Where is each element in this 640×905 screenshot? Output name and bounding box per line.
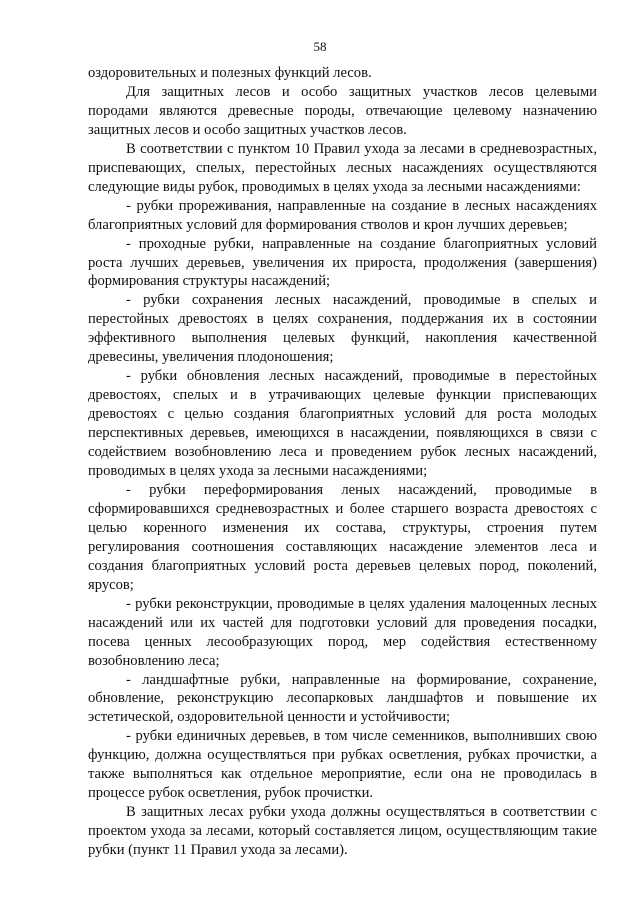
list-item-landscape-felling: - ландшафтные рубки, направленные на формирование, сохранение, обновление, реконструкцию лесопарковых ландшафтов и повышение их эстетической, оздоровительной ценности и устойчивости;	[88, 671, 597, 726]
list-item-single-tree-felling: - рубки единичных деревьев, в том числе семенников, выполнивших свою функцию, должна осуществляться при рубках осветления, рубках прочистки, а также выполняться как отдельное мероприятие, если она не проводилась в процессе рубок осветления, рубок прочистки.	[88, 728, 597, 802]
list-item-renewal-felling: - рубки обновления лесных насаждений, проводимые в перестойных древостоях, спелых и в утрачивающих целевые функции приспевающих древостоях с целью создания благоприятных условий для роста молодых перспективных деревьев, имеющихся в насаждении, появляющихся в связи с содействием возобновлению леса и проведением рубок лесных насаждений, проводимых в целях ухода за лесными насаждениями;	[88, 368, 597, 480]
list-item-preservation-felling: - рубки сохранения лесных насаждений, проводимые в спелых и перестойных древостоях в целях сохранения, поддержания их в состоянии эффективного выполнения целевых функций, накопления качественной древесины, увеличения плодоношения;	[88, 292, 597, 366]
paragraph-closing: В защитных лесах рубки ухода должны осуществляться в соответствии с проектом ухода за лесами, который составляется лицом, осуществляющим такие рубки (пункт 11 Правил ухода за лесами).	[88, 804, 597, 859]
list-item-thinning: - рубки прореживания, направленные на создание в лесных насаждениях благоприятных условий для формирования стволов и крон лучших деревьев;	[88, 197, 597, 233]
paragraph-felling-types-intro: В соответствии с пунктом 10 Правил ухода за лесами в средневозрастных, приспевающих, спелых, перестойных лесных насаждениях осуществляются следующие виды рубок, проводимых в целях ухода за лесными насаждениями:	[88, 140, 597, 195]
document-body	[88, 64, 597, 860]
list-item-reformation-felling: - рубки переформирования леных насаждений, проводимые в сформировавшихся средневозрастных и более старшего возраста древостоях с целью коренного изменения их состава, структуры, строения путем регулирования соотношения составляющих насаждение элементов леса и создания благоприятных условий роста деревьев целевых пород, поколений, ярусов;	[88, 481, 597, 593]
paragraph-target-species: Для защитных лесов и особо защитных участков лесов целевыми породами являются древесные породы, отвечающие целевому назначению защитных лесов и особо защитных участков лесов.	[88, 83, 597, 138]
list-item-passing-felling: - проходные рубки, направленные на создание благоприятных условий роста лучших деревьев, увеличения их прироста, продолжения (завершения) формирования структуры насаждений;	[88, 235, 597, 290]
list-item-reconstruction-felling: - рубки реконструкции, проводимые в целях удаления малоценных лесных насаждений или их частей для подготовки условий для проведения посадки, посева ценных лесообразующих пород, мер содействия естественному возобновлению леса;	[88, 595, 597, 669]
page-number: 58	[313, 39, 327, 54]
paragraph-continuation: оздоровительных и полезных функций лесов.	[88, 65, 372, 81]
